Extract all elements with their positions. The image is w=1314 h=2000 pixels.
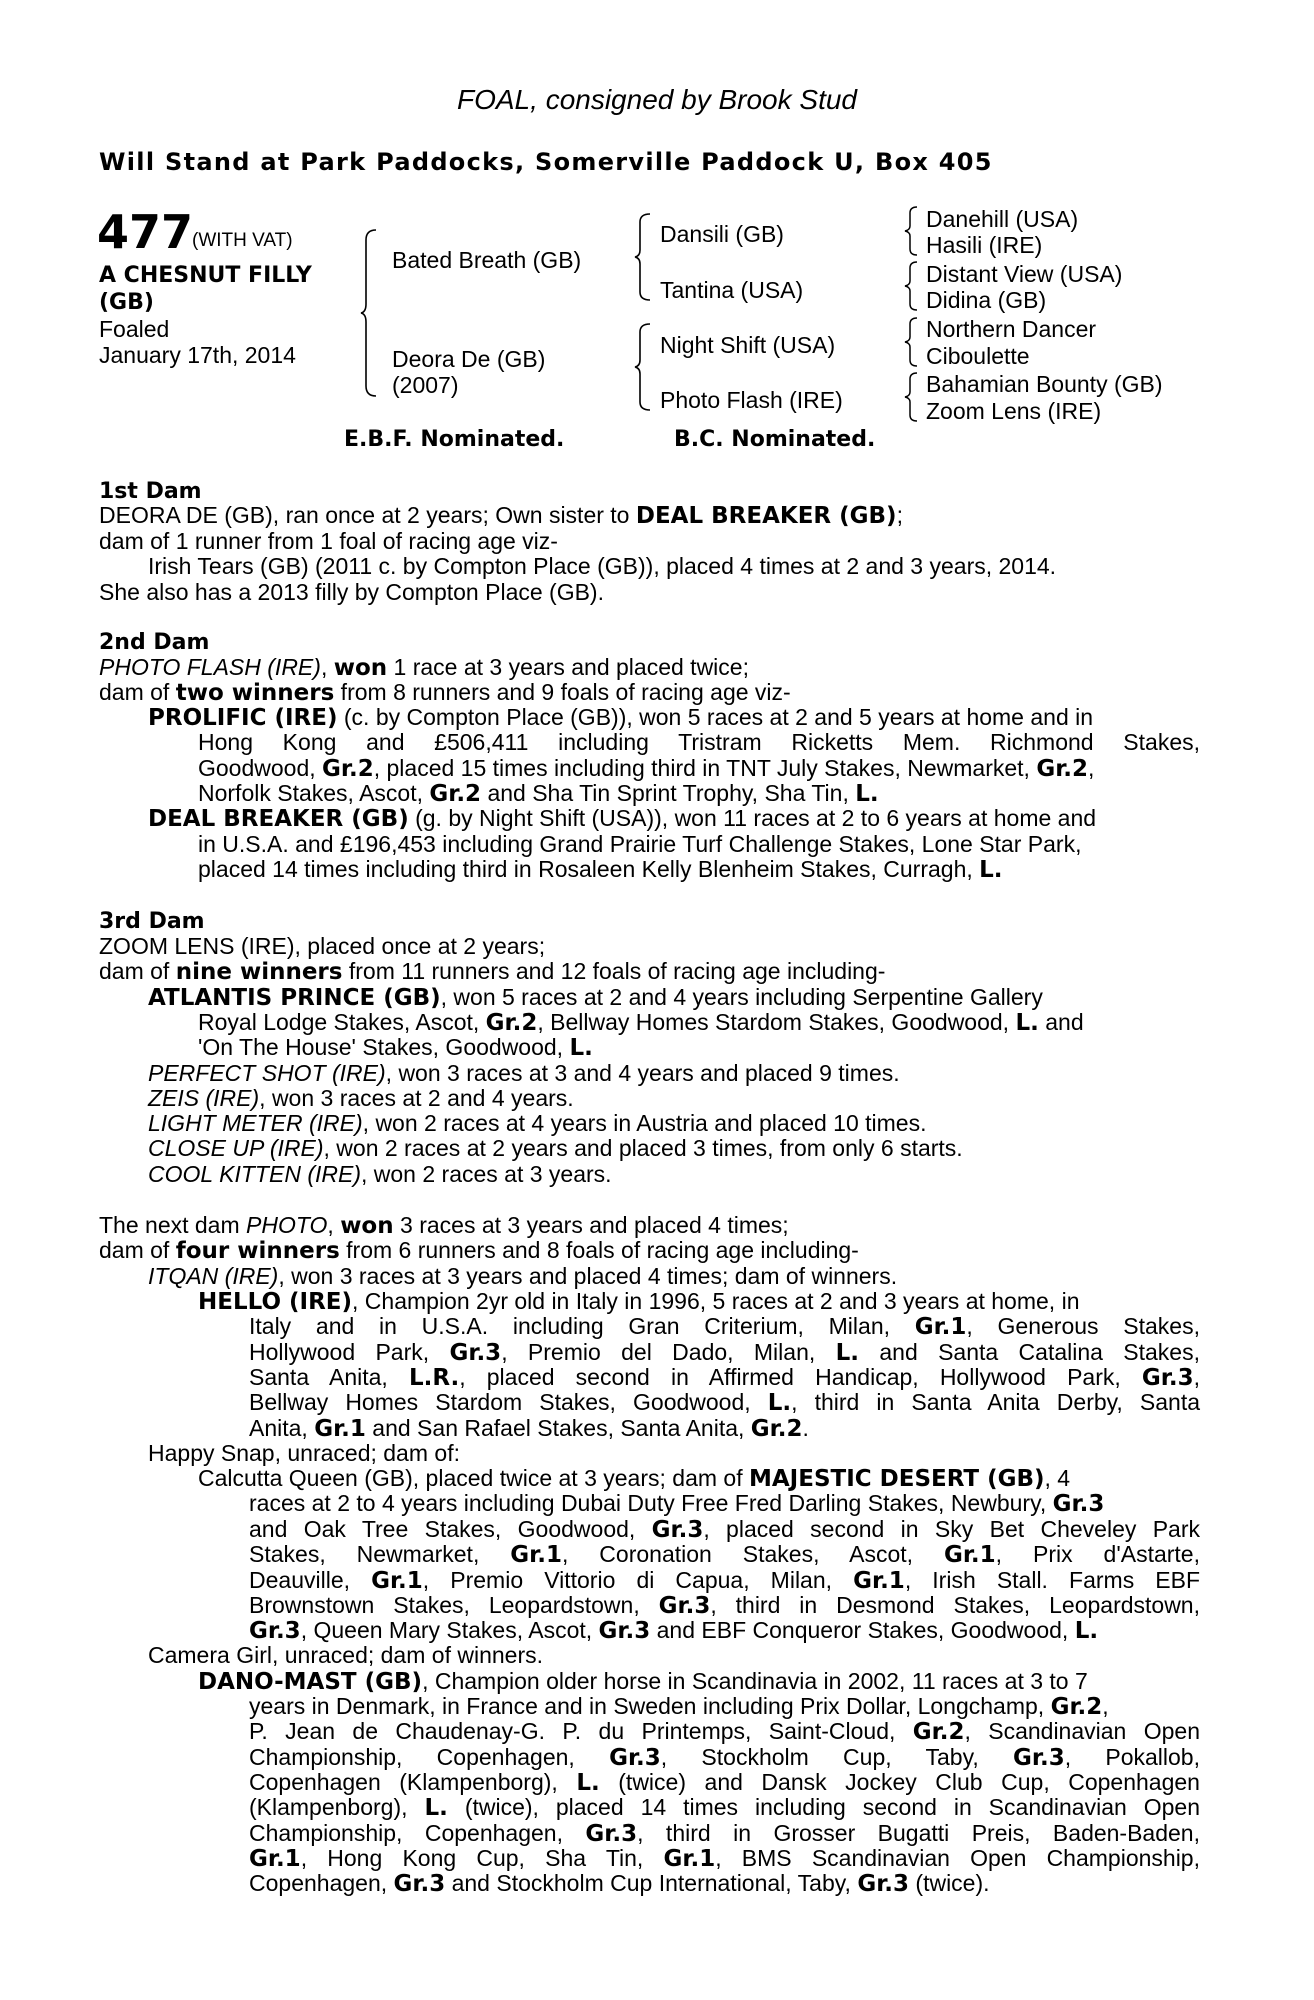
text: , BMS Scandinavian Open Championship,: [715, 1845, 1200, 1871]
grade: Gr.3: [857, 1871, 910, 1897]
camera-girl-line: Camera Girl, unraced; dam of winners.: [148, 1642, 543, 1668]
pedigree-brace-g2: [904, 260, 920, 312]
ebf-nominated: E.B.F. Nominated.: [344, 427, 565, 452]
justified: [249, 1314, 1200, 1341]
hello-line-3: [249, 1340, 1200, 1367]
grade: L.: [424, 1795, 448, 1821]
grade: L.: [767, 1390, 792, 1416]
grade: L.: [979, 857, 1003, 883]
first-dam-heading: 1st Dam: [99, 479, 202, 504]
second-dam-punct: ,: [320, 654, 334, 680]
text: 3 races at 3 years and placed 4 times;: [393, 1212, 789, 1238]
first-dam-line-4: She also has a 2013 filly by Compton Place (GB).: [99, 579, 604, 605]
text: , won 3 races at 3 years and placed 4 times; dam of winners.: [278, 1263, 898, 1289]
text: from 11 runners and 12 foals of racing age including-: [342, 958, 886, 984]
justified: [249, 1593, 1200, 1620]
horse-name: MAJESTIC DESERT (GB): [748, 1466, 1045, 1492]
grade: Gr.2: [1050, 1694, 1103, 1720]
text: Norfolk Stakes, Ascot,: [198, 780, 430, 806]
text: Stakes, Newmarket,: [249, 1541, 511, 1567]
horse-name: ITQAN (IRE): [148, 1263, 279, 1289]
text: and Oak Tree Stakes, Goodwood,: [249, 1516, 652, 1542]
horse-name: HELLO (IRE): [198, 1289, 353, 1315]
calcutta-line-5: [249, 1568, 1200, 1595]
deal-breaker-line-1: [148, 806, 1096, 833]
calcutta-line-2: [249, 1491, 1104, 1518]
text: Goodwood,: [198, 755, 323, 781]
grade: Gr.3: [651, 1517, 704, 1543]
text: , Stockholm Cup, Taby,: [660, 1744, 1014, 1770]
grade: Gr.2: [912, 1719, 965, 1745]
lot-number: 477: [97, 205, 194, 259]
grade: Gr.1: [943, 1542, 996, 1568]
text: Anita,: [249, 1415, 315, 1441]
text: and San Rafael Stakes, Santa Anita,: [365, 1415, 751, 1441]
text: and EBF Conqueror Stakes, Goodwood,: [650, 1617, 1075, 1643]
third-dam-heading: 3rd Dam: [99, 909, 205, 934]
text: , third in Santa Anita Derby, Santa: [791, 1389, 1200, 1415]
sire-name: Bated Breath (GB): [392, 247, 582, 273]
winners-count: two winners: [175, 680, 335, 706]
winner-close-up: [148, 1136, 963, 1162]
text: , placed second in Affirmed Handicap, Hollywood Park,: [459, 1364, 1142, 1390]
text: Bellway Homes Stardom Stakes, Goodwood,: [249, 1389, 768, 1415]
text: Copenhagen (Klampenborg),: [249, 1769, 577, 1795]
lot-description: A CHESNUT FILLY: [99, 263, 312, 288]
grade: Gr.3: [1052, 1491, 1105, 1517]
text: , won 2 races at 3 years.: [361, 1161, 612, 1187]
grade: Gr.3: [598, 1618, 651, 1644]
third-dam-line-2: [99, 959, 885, 986]
third-dam-line-1: ZOOM LENS (IRE), placed once at 2 years;: [99, 933, 546, 959]
pedigree-brace-g4: [904, 371, 920, 423]
grade: Gr.1: [914, 1314, 967, 1340]
foaled-date: January 17th, 2014: [99, 342, 296, 368]
text: Calcutta Queen (GB), placed twice at 3 years; dam of: [198, 1465, 749, 1491]
horse-name: CLOSE UP (IRE): [148, 1135, 324, 1161]
calcutta-line-3: [249, 1517, 1200, 1544]
dano-line-6: [249, 1795, 1200, 1822]
text: , won 2 races at 4 years in Austria and placed 10 times.: [362, 1110, 927, 1136]
text: dam of: [99, 1237, 176, 1263]
grandparent-4: Didina (GB): [926, 287, 1047, 313]
grade: Gr.2: [322, 756, 374, 782]
first-dam-punct: ;: [896, 502, 903, 528]
text: from 6 runners and 8 foals of racing age including-: [339, 1237, 859, 1263]
grade: Gr.3: [1141, 1365, 1194, 1391]
grandparent-3: Distant View (USA): [926, 261, 1123, 287]
winner-zeis: [148, 1086, 574, 1112]
text: ,: [327, 1212, 341, 1238]
text: (twice).: [909, 1870, 990, 1896]
second-dam-text: 1 race at 3 years and placed twice;: [387, 654, 749, 680]
horse-name: LIGHT METER (IRE): [148, 1110, 363, 1136]
sire-sire: Dansili (GB): [660, 221, 784, 247]
sire-dam: Tantina (USA): [660, 277, 804, 303]
text: , 4: [1044, 1465, 1071, 1491]
text: placed 14 times including third in Rosaleen Kelly Blenheim Stakes, Curragh,: [198, 856, 980, 882]
winner-light-meter: [148, 1111, 926, 1137]
pedigree-brace-dam: [634, 322, 654, 412]
text: , Coronation Stakes, Ascot,: [561, 1541, 944, 1567]
grade: Gr.1: [853, 1568, 905, 1594]
justified: [249, 1365, 1200, 1392]
grade: Gr.3: [249, 1618, 301, 1644]
text: , placed second in Sky Bet Cheveley Park: [703, 1516, 1200, 1542]
text: dam of: [99, 679, 176, 705]
grade: Gr.1: [314, 1416, 366, 1442]
text: Italy and in U.S.A. including Gran Criterium, Milan,: [249, 1313, 915, 1339]
justified: [249, 1846, 1200, 1873]
first-dam-line-3: Irish Tears (GB) (2011 c. by Compton Place (GB)), placed 4 times at 2 and 3 years, 2014.: [148, 553, 1057, 579]
winners-count: nine winners: [175, 959, 343, 985]
text: (Klampenborg),: [249, 1794, 425, 1820]
justified: [249, 1719, 1200, 1746]
horse-name: COOL KITTEN (IRE): [148, 1161, 361, 1187]
grade: Gr.3: [658, 1593, 711, 1619]
foaled-label: Foaled: [99, 316, 170, 342]
calcutta-line-4: [249, 1542, 1200, 1569]
text: , placed 15 times including third in TNT July Stakes, Newmarket,: [373, 755, 1037, 781]
grandparent-5: Northern Dancer: [926, 316, 1097, 342]
stand-line: Will Stand at Park Paddocks, Somerville Paddock U, Box 405: [99, 148, 993, 176]
text: , won 2 races at 2 years and placed 3 times, from only 6 starts.: [323, 1135, 963, 1161]
text: .: [802, 1415, 809, 1441]
vat-note: (WITH VAT): [192, 230, 293, 251]
text: (c. by Compton Place (GB)), won 5 races at 2 and 5 years at home and in: [337, 704, 1094, 730]
text: , third in Grosser Bugatti Preis, Baden-Baden,: [637, 1820, 1200, 1846]
text: (twice) and Dansk Jockey Club Cup, Copenhagen: [599, 1769, 1200, 1795]
text: , Premio del Dado, Milan,: [501, 1339, 836, 1365]
text: , Irish Stall. Farms EBF: [904, 1567, 1201, 1593]
text: and Santa Catalina Stakes,: [859, 1339, 1200, 1365]
dam-name: PHOTO: [246, 1212, 328, 1238]
text: and: [1038, 1009, 1084, 1035]
grade: Gr.1: [371, 1568, 423, 1594]
grandparent-1: Danehill (USA): [926, 206, 1079, 232]
text: dam of: [99, 958, 176, 984]
dano-line-3: [249, 1719, 1200, 1746]
text: , Champion older horse in Scandinavia in 2002, 11 races at 3 to 7: [422, 1668, 1088, 1694]
calcutta-line-6: [249, 1593, 1200, 1620]
text: (twice), placed 14 times including second in Scandinavian Open: [447, 1794, 1200, 1820]
grandparent-7: Bahamian Bounty (GB): [926, 371, 1163, 397]
justified: [249, 1340, 1200, 1367]
text: ,: [1102, 1693, 1109, 1719]
winner-perfect-shot: [148, 1061, 900, 1087]
text: years in Denmark, in France and in Sweden including Prix Dollar, Longchamp,: [249, 1693, 1051, 1719]
text: , Premio Vittorio di Capua, Milan,: [422, 1567, 854, 1593]
grade: Gr.1: [249, 1846, 301, 1872]
text: races at 2 to 4 years including Dubai Duty Free Fred Darling Stakes, Newbury,: [249, 1490, 1053, 1516]
grade: Gr.1: [510, 1542, 562, 1568]
grandparent-8: Zoom Lens (IRE): [926, 398, 1102, 424]
second-dam-name: PHOTO FLASH (IRE): [99, 654, 321, 680]
text: , Bellway Homes Stardom Stakes, Goodwood,: [537, 1009, 1016, 1035]
horse-name: DANO-MAST (GB): [198, 1669, 423, 1695]
hello-line-4: [249, 1365, 1200, 1392]
hello-line-1: [198, 1289, 1079, 1316]
hello-line-2: [249, 1314, 1200, 1341]
grade: L.: [855, 781, 879, 807]
text: P. Jean de Chaudenay-G. P. du Printemps, Saint-Cloud,: [249, 1718, 913, 1744]
horse-name: ATLANTIS PRINCE (GB): [148, 985, 441, 1011]
text: , Prix d'Astarte,: [995, 1541, 1200, 1567]
grade: Gr.3: [609, 1745, 661, 1771]
justified: [249, 1821, 1200, 1848]
consignor-line: FOAL, consigned by Brook Stud: [457, 84, 857, 115]
justified: [249, 1795, 1200, 1822]
text: Championship, Copenhagen,: [249, 1744, 610, 1770]
first-dam-line-1: [99, 503, 903, 530]
first-dam-line-2: dam of 1 runner from 1 foal of racing age viz-: [99, 528, 558, 554]
text: and Sha Tin Sprint Trophy, Sha Tin,: [481, 780, 856, 806]
grade: Gr.2: [429, 781, 482, 807]
grade: Gr.2: [485, 1010, 538, 1036]
text: from 8 runners and 9 foals of racing age viz-: [334, 679, 791, 705]
dano-line-4: [249, 1745, 1200, 1772]
grade: L.: [835, 1340, 860, 1366]
grade: L.: [576, 1770, 600, 1796]
justified: [249, 1390, 1200, 1417]
dano-line-2: [249, 1694, 1109, 1721]
text: ,: [1088, 755, 1095, 781]
prolific-line-4: [198, 781, 879, 808]
grade: Gr.3: [1013, 1745, 1065, 1771]
pedigree-brace-main: [360, 228, 380, 398]
horse-name: PROLIFIC (IRE): [148, 705, 338, 731]
text: (g. by Night Shift (USA)), won 11 races at 2 to 6 years at home and: [408, 805, 1097, 831]
next-dam-line-1: [99, 1213, 789, 1240]
calcutta-line-1: [198, 1466, 1070, 1493]
grade: L.R.: [408, 1365, 460, 1391]
dano-line-7: [249, 1821, 1200, 1848]
pedigree-brace-sire: [634, 212, 654, 302]
deal-breaker-line-3: [198, 857, 1003, 884]
dam-name: Deora De (GB): [392, 346, 546, 372]
atlantis-line-3: [198, 1035, 593, 1062]
text: , third in Desmond Stakes, Leopardstown,: [710, 1592, 1200, 1618]
grade: L.: [569, 1035, 593, 1061]
pedigree-brace-g3: [904, 316, 920, 368]
grade: Gr.3: [449, 1340, 502, 1366]
hello-line-5: [249, 1390, 1200, 1417]
winners-count: four winners: [175, 1238, 340, 1264]
itqan-line: [148, 1264, 897, 1290]
text: , Pokallob,: [1064, 1744, 1200, 1770]
justified: [249, 1770, 1200, 1797]
text: Brownstown Stakes, Leopardstown,: [249, 1592, 659, 1618]
grade: Gr.2: [1036, 756, 1089, 782]
deal-breaker-line-2: in U.S.A. and £196,453 including Grand Prairie Turf Challenge Stakes, Lone Star Park,: [198, 831, 1082, 857]
dam-dam: Photo Flash (IRE): [660, 387, 843, 413]
text: 'On The House' Stakes, Goodwood,: [198, 1034, 570, 1060]
justified: [249, 1745, 1200, 1772]
text: Copenhagen,: [249, 1870, 394, 1896]
dano-line-1: [198, 1669, 1088, 1696]
second-dam-line-1: [99, 655, 749, 682]
grade: Gr.1: [663, 1846, 716, 1872]
lot-description-country: (GB): [99, 290, 154, 315]
text: , Scandinavian Open: [964, 1718, 1200, 1744]
grade: L.: [1074, 1618, 1099, 1644]
second-dam-heading: 2nd Dam: [99, 630, 210, 655]
text: Santa Anita,: [249, 1364, 409, 1390]
dano-line-9: [249, 1871, 990, 1898]
next-dam-line-2: [99, 1238, 859, 1265]
justified: [249, 1517, 1200, 1544]
horse-name: PERFECT SHOT (IRE): [148, 1060, 386, 1086]
grade: L.: [1015, 1010, 1039, 1036]
atlantis-line-2: [198, 1010, 1084, 1037]
text: Championship, Copenhagen,: [249, 1820, 586, 1846]
horse-name: DEAL BREAKER (GB): [148, 806, 409, 832]
grade: Gr.3: [585, 1821, 638, 1847]
text: Royal Lodge Stakes, Ascot,: [198, 1009, 486, 1035]
horse-name: ZEIS (IRE): [148, 1085, 260, 1111]
text: , Queen Mary Stakes, Ascot,: [300, 1617, 599, 1643]
dam-year: (2007): [392, 372, 459, 398]
grandparent-6: Ciboulette: [926, 343, 1030, 369]
winner-cool-kitten: [148, 1162, 612, 1188]
text: , Hong Kong Cup, Sha Tin,: [300, 1845, 664, 1871]
calcutta-line-7: [249, 1618, 1098, 1645]
grade: Gr.2: [750, 1416, 803, 1442]
pedigree-brace-g1: [904, 205, 920, 257]
hello-line-6: [249, 1416, 809, 1443]
text: , Champion 2yr old in Italy in 1996, 5 races at 2 and 3 years at home, in: [352, 1288, 1080, 1314]
prolific-line-3: [198, 756, 1094, 783]
text: Deauville,: [249, 1567, 372, 1593]
text: , won 3 races at 3 and 4 years and placed 9 times.: [385, 1060, 900, 1086]
text: The next dam: [99, 1212, 247, 1238]
atlantis-line-1: [148, 985, 1043, 1012]
text: Hollywood Park,: [249, 1339, 450, 1365]
prolific-line-2: Hong Kong and £506,411 including Tristram Ricketts Mem. Richmond Stakes,: [198, 729, 1200, 755]
first-dam-text: DEORA DE (GB), ran once at 2 years; Own sister to: [99, 502, 636, 528]
text: ,: [1193, 1364, 1200, 1390]
prolific-line-1: [148, 705, 1093, 732]
text: and Stockholm Cup International, Taby,: [445, 1870, 858, 1896]
second-dam-line-2: [99, 680, 791, 707]
won: won: [340, 1213, 394, 1239]
grandparent-2: Hasili (IRE): [926, 232, 1043, 258]
dano-line-5: [249, 1770, 1200, 1797]
first-dam-sibling: DEAL BREAKER (GB): [635, 503, 897, 529]
bc-nominated: B.C. Nominated.: [674, 427, 876, 452]
text: , won 3 races at 2 and 4 years.: [259, 1085, 574, 1111]
justified: [249, 1568, 1200, 1595]
happy-snap-line: Happy Snap, unraced; dam of:: [148, 1440, 460, 1466]
text: , Generous Stakes,: [966, 1313, 1200, 1339]
justified: [249, 1542, 1200, 1569]
second-dam-won: won: [333, 655, 388, 681]
text: , won 5 races at 2 and 4 years including Serpentine Gallery: [440, 984, 1043, 1010]
grade: Gr.3: [393, 1871, 446, 1897]
dano-line-8: [249, 1846, 1200, 1873]
dam-sire: Night Shift (USA): [660, 332, 836, 358]
